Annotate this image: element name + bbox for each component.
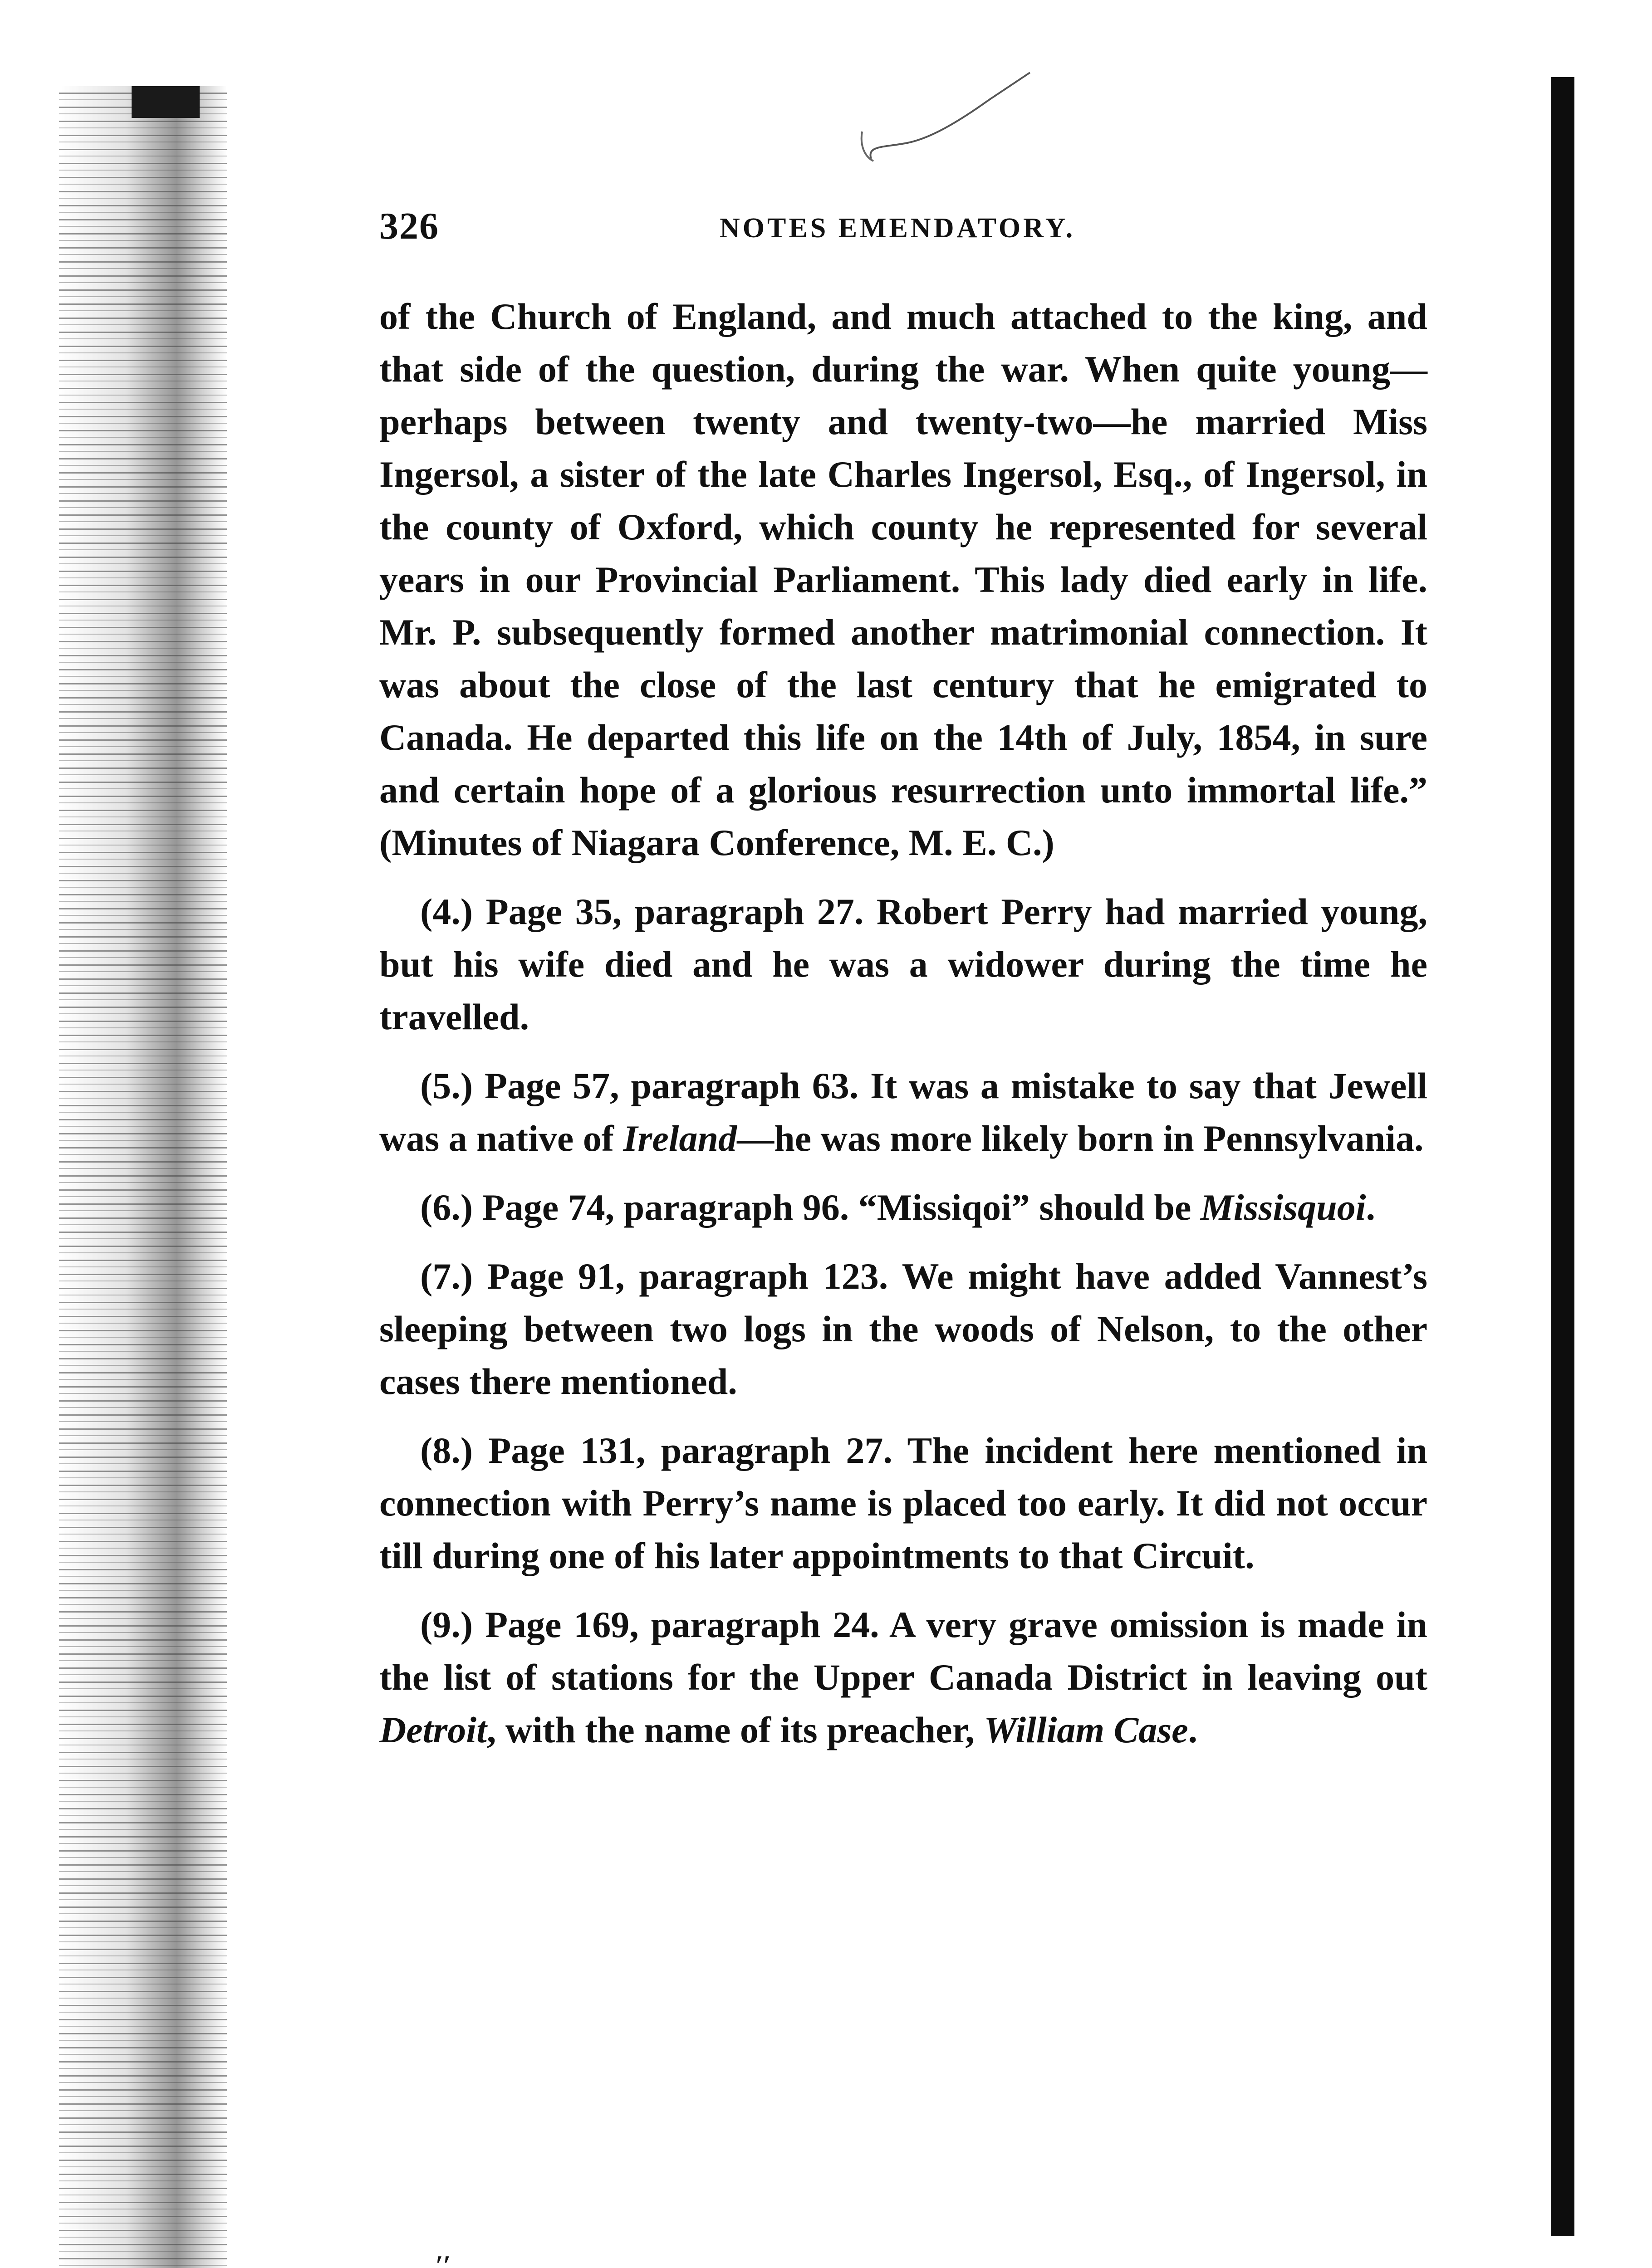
- note-4: (4.) Page 35, paragraph 27. Robert Perry had married young, but his wife died and he was a widower during the time he travelled.: [379, 891, 1427, 1037]
- page-number: 326: [379, 205, 439, 247]
- note-7: (7.) Page 91, paragraph 123. We might have added Vannest’s sleeping between two logs in the woods of Nelson, to the other cases there mentioned.: [379, 1256, 1427, 1402]
- italic-detroit: Detroit: [379, 1709, 487, 1750]
- note-9: (9.) Page 169, paragraph 24. A very grave omission is made in the list of stations for the Upper Canada District in leaving out Detroit, with the name of its preacher, William Case.: [379, 1604, 1427, 1750]
- italic-ireland: Ireland: [623, 1118, 737, 1159]
- note-5: (5.) Page 57, paragraph 63. It was a mistake to say that Jewell was a native of Ireland—he was more likely born in Pennsylvania.: [379, 1065, 1427, 1159]
- note-6: (6.) Page 74, paragraph 96. “Missiqoi” should be Missisquoi.: [420, 1187, 1375, 1228]
- italic-william-case: William Case: [984, 1709, 1188, 1750]
- binding-edge-shadow: [59, 86, 227, 2268]
- pencil-annotation-mark: [853, 68, 1044, 172]
- text-body: [379, 290, 1427, 1756]
- note-8: (8.) Page 131, paragraph 27. The incident here mentioned in connection with Perry’s name is placed too early. It did not occur till during one of his later appointments to that Circuit.: [379, 1430, 1427, 1576]
- signature-mark: ′′: [436, 2250, 451, 2268]
- page-header: [379, 204, 1423, 259]
- running-head: NOTES EMENDATORY.: [720, 213, 1076, 244]
- binding-edge-mark: [132, 86, 200, 118]
- continuation-paragraph: of the Church of England, and much attached to the king, and that side of the question, during the war. When quite young—perhaps between twenty and twenty-two—he married Miss Ingersol, a sister of the late Charles Ingersol, Esq., of Ingersol, in the county of Oxford, which county he represented for several years in our Provincial Parliament. This lady died early in life. Mr. P. subsequently formed another matrimonial connection. It was about the close of the last century that he emigrated to Canada. He departed this life on the 14th of July, 1854, in sure and certain hope of a glorious resurrection unto immortal life.” (Minutes of Niagara Conference, M. E. C.): [379, 296, 1427, 863]
- right-edge-rule: [1551, 77, 1574, 2236]
- italic-missisquoi: Missisquoi: [1200, 1187, 1366, 1228]
